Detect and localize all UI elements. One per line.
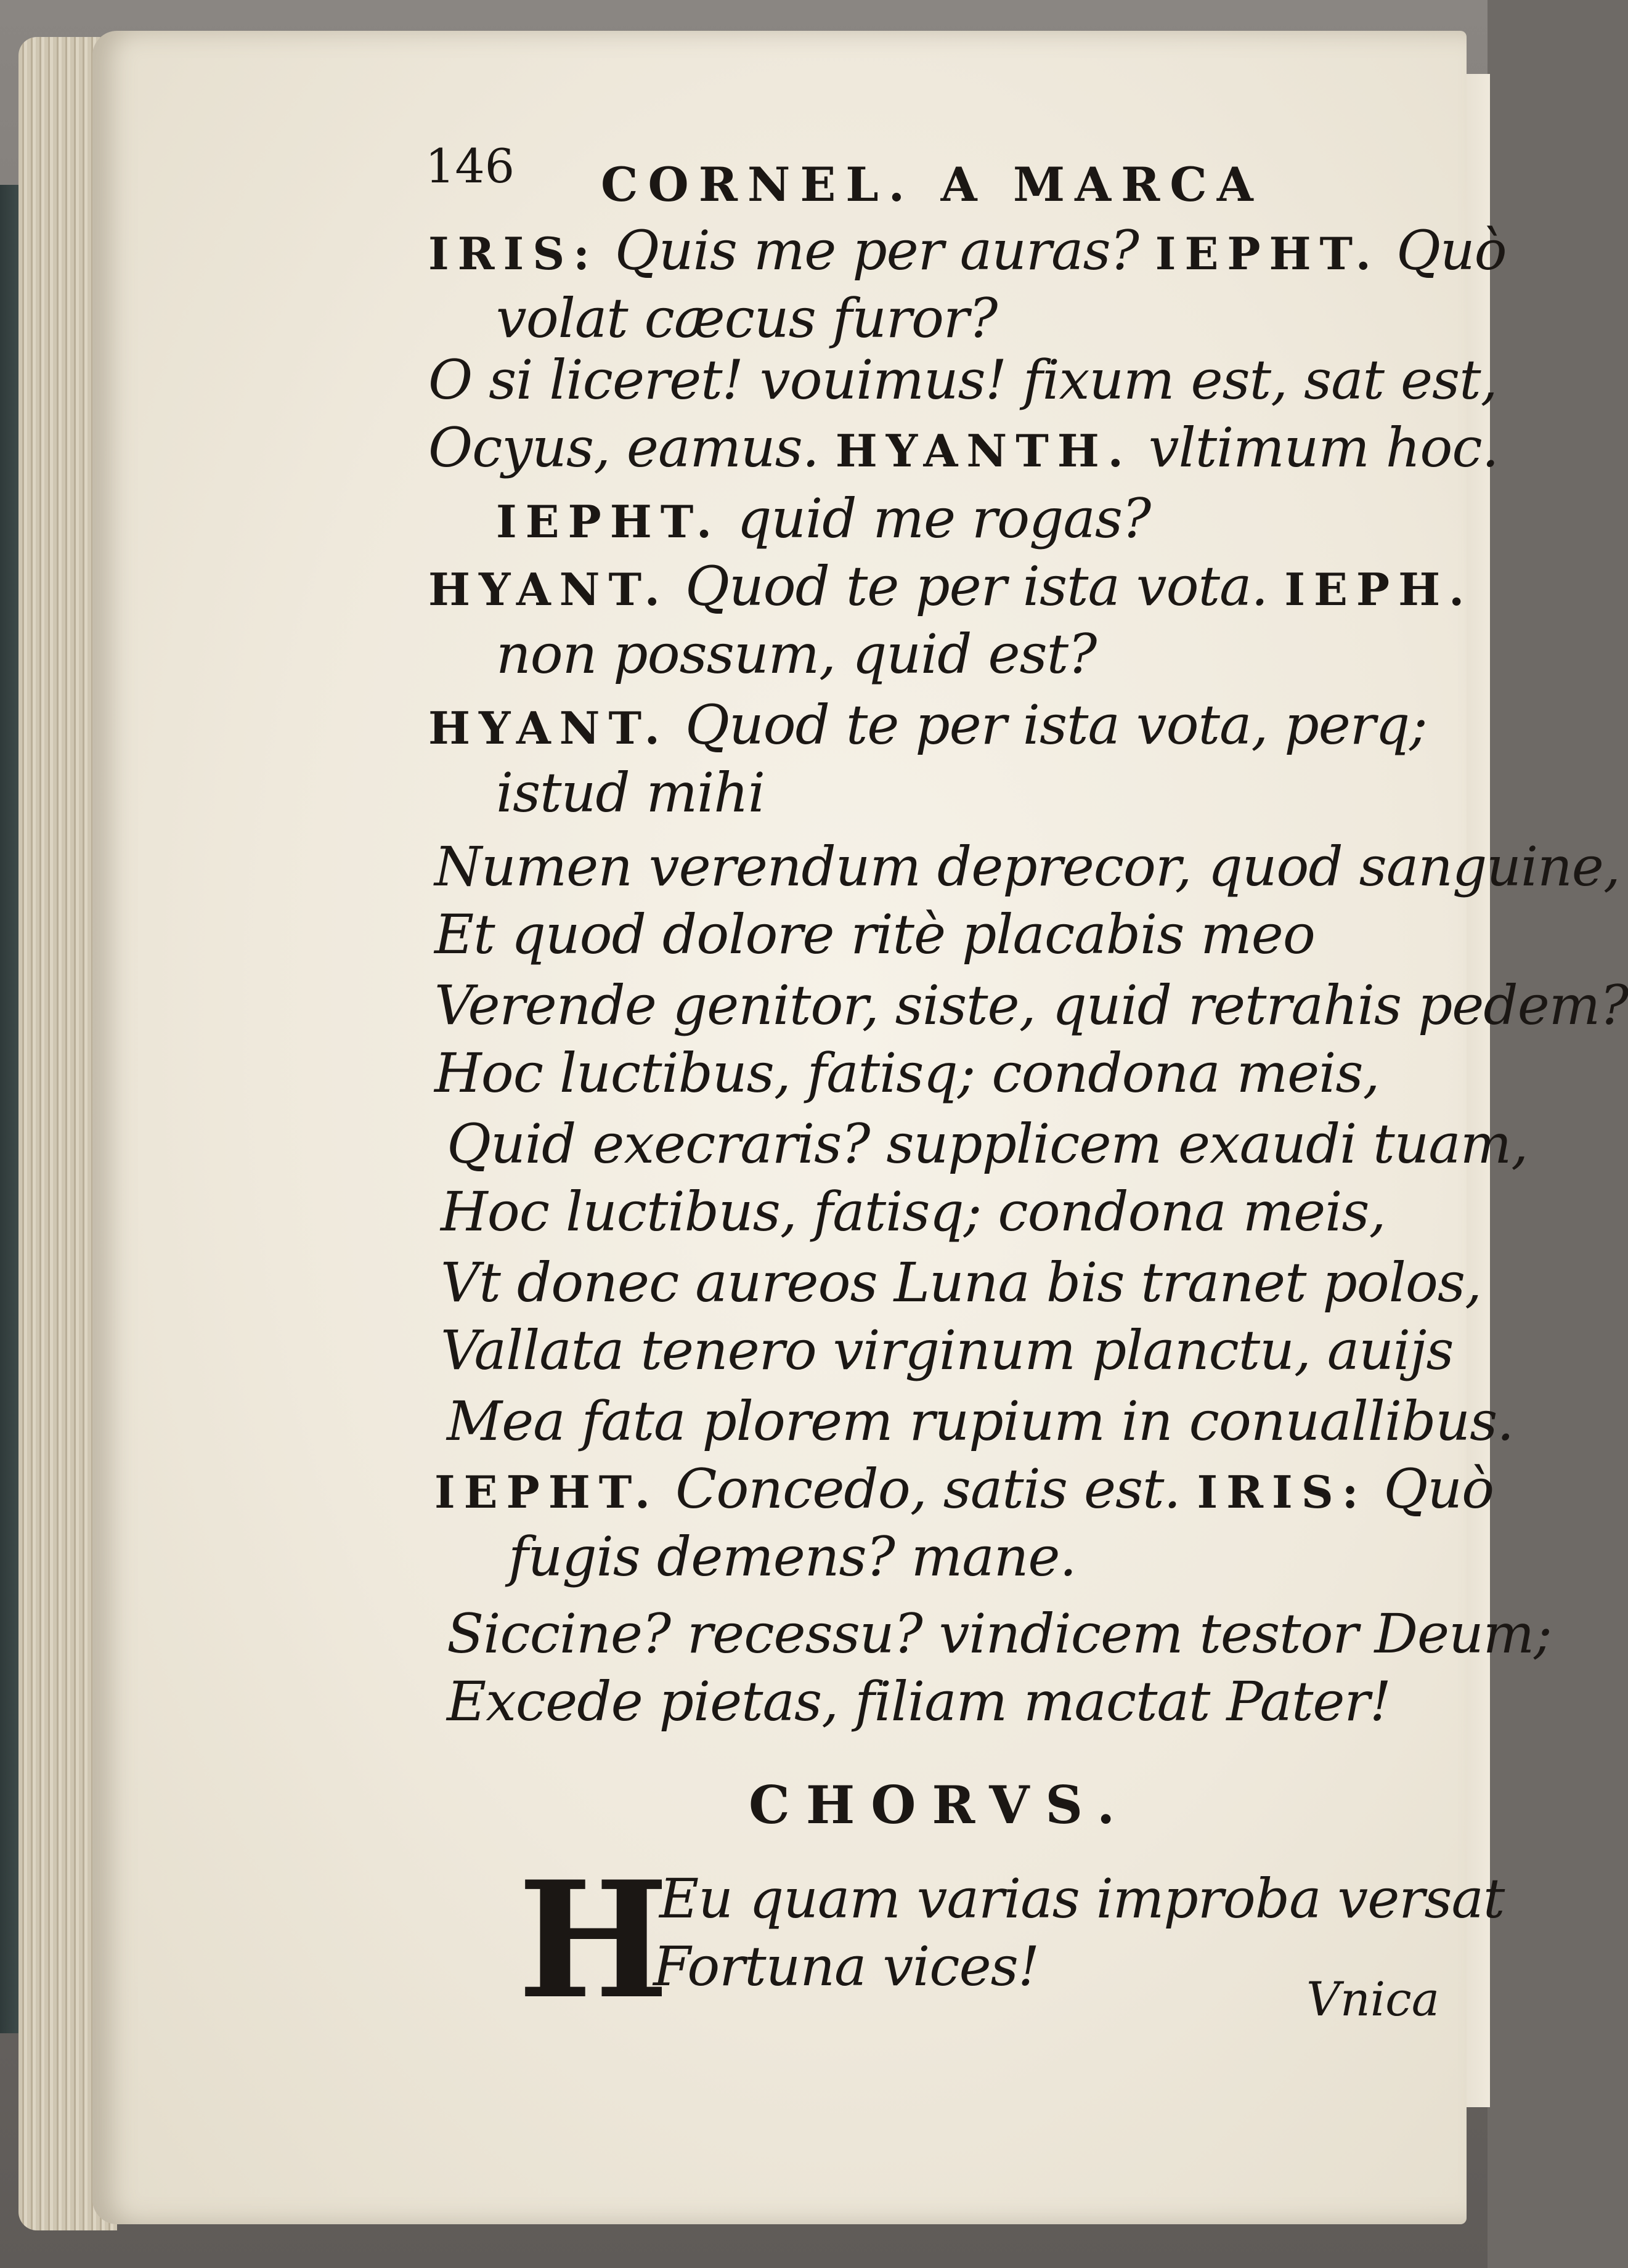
text-line [447,1112,1528,1176]
text-line [428,555,1473,618]
text-line [434,973,1628,1037]
speaker-name: IRIS: [428,227,598,280]
text-line [496,761,765,824]
verse-text: Ocyus, eamus. [428,416,836,479]
text-line [508,1525,1076,1588]
page-number: 146 [425,139,515,193]
verse-text: istud mihi [496,761,765,824]
chorus-heading: CHORVS. [749,1774,1131,1835]
text-line [441,1180,1386,1243]
verse-text: Siccine? recessu? vindicem testor Deum; [447,1602,1552,1665]
verse-text: Numen verendum deprecor, quod sanguine, [434,835,1620,898]
verse-text: Vallata tenero virginum planctu, auijs [441,1319,1454,1382]
text-line [441,1319,1454,1382]
verse-text: Quod te per ista vota. [668,555,1285,618]
text-line [428,693,1427,757]
chorus-line: Fortuna vices! [653,1935,1040,1998]
verse-text: volat cæcus furor? [496,287,998,350]
text-line [447,1670,1391,1733]
running-header: CORNEL. A MARCA [601,157,1263,212]
verse-text: Hoc luctibus, fatisq; condona meis, [434,1041,1380,1105]
verse-text: Hoc luctibus, fatisq; condona meis, [441,1180,1386,1243]
verse-text: Verende genitor, siste, quid retrahis pedem? [434,973,1628,1037]
verse-text: O si liceret! vouimus! fixum est, sat est, [428,348,1497,412]
speaker-name: IEPHT. [496,495,721,548]
speaker-name: IEPHT. [434,1466,659,1518]
verse-text: Mea fata plorem rupium in conuallibus. [447,1389,1514,1453]
text-line [447,1389,1513,1453]
verse-text: Quò [1379,219,1507,282]
text-line [496,622,1096,686]
text-line [447,1602,1552,1665]
catchword: Vnica [1306,1972,1440,2026]
speaker-name: HYANT. [428,563,669,616]
speaker-name: IEPH. [1284,563,1473,616]
speaker-name: HYANTH. [835,425,1132,477]
text-line [496,487,1150,550]
verse-text: Et quod dolore ritè placabis meo [434,903,1315,966]
verse-text: Quod te per ista vota, perq; [668,693,1427,757]
text-line [434,903,1315,966]
verse-text: Concedo, satis est. [659,1457,1197,1521]
text-line [428,348,1497,412]
verse-text: Excede pietas, filiam mactat Pater! [447,1670,1391,1733]
verse-text: Quid execraris? supplicem exaudi tuam, [447,1112,1528,1176]
verse-text: non possum, quid est? [496,622,1097,686]
text-line [428,416,1499,479]
drop-cap: H [518,1847,669,2034]
verse-text: fugis demens? mane. [508,1525,1077,1588]
text-line [434,1457,1494,1521]
verse-text: quid me rogas? [720,487,1151,550]
verse-text: Quis me per auras? [598,219,1155,282]
speaker-name: IRIS: [1197,1466,1367,1518]
verse-text: Quò [1367,1457,1494,1521]
text-line [428,219,1507,282]
text-line [496,287,997,350]
speaker-name: IEPHT. [1155,227,1380,280]
speaker-name: HYANT. [428,702,669,754]
text-line [434,835,1620,898]
verse-text: Vt donec aureos Luna bis tranet polos, [441,1251,1481,1314]
verse-text: vltimum hoc. [1131,416,1499,479]
chorus-line: Eu quam varias improba versat [659,1867,1505,1930]
text-line [441,1251,1481,1314]
text-line [434,1041,1380,1105]
